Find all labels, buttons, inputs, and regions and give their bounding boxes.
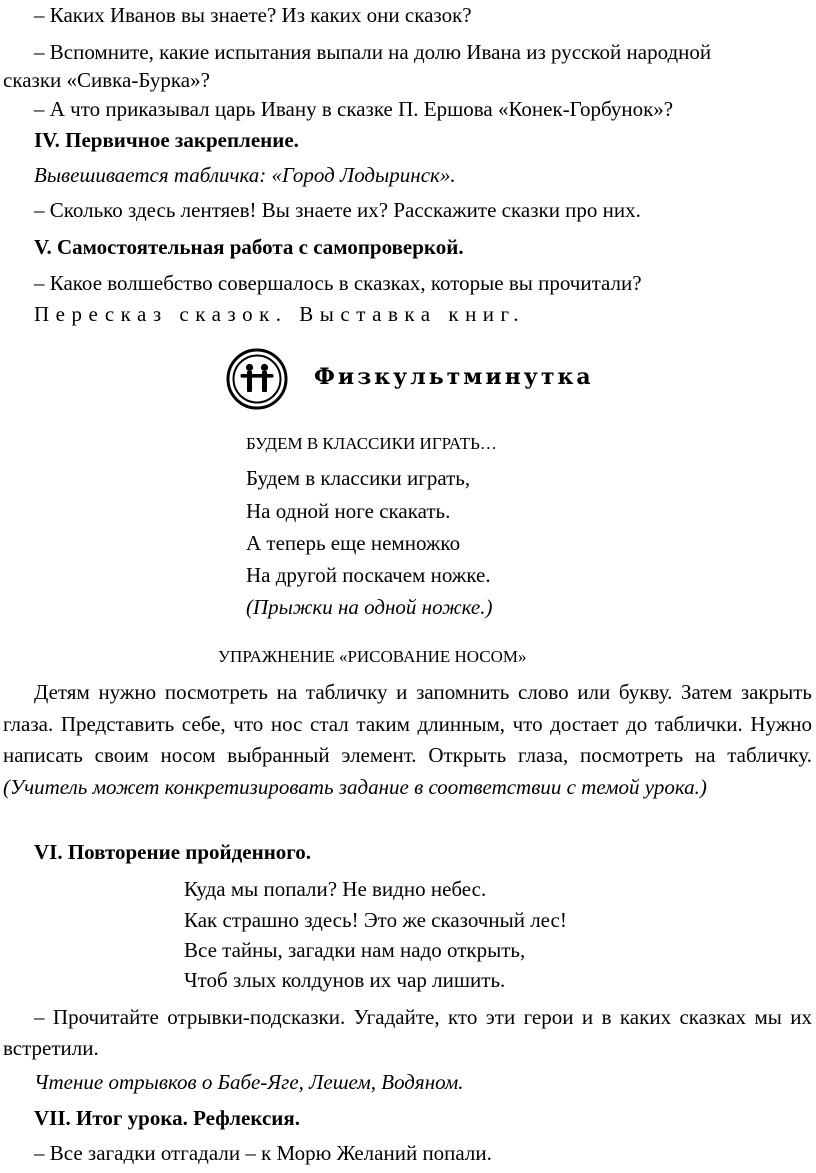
poem1-line3: А теперь еще немножко [246,531,461,555]
physical-exercise-icon [226,348,288,410]
question-tsar: – А что приказывал царь Ивану в сказке П. Ершова «Конек-Горбунок»? [34,97,674,121]
poem1-note: (Прыжки на одной ножке.) [246,595,493,619]
closing-line: – Все загадки отгадали – к Морю Желаний попали. [34,1141,492,1165]
exercise-note: (Учитель может конкретизировать задание в соответствии с темой урока.) [3,774,707,799]
question-lazy: – Сколько здесь лентяев! Вы знаете их? Расскажите сказки про них. [34,198,641,222]
read-excerpts-instruction: – Прочитайте отрывки-подсказки. Угадайте, кто эти герои и в каких сказках мы их встретили. [3,1005,812,1060]
retelling-note: Пересказ сказок. Выставка книг. [34,302,526,326]
poem1-line1: Будем в классики играть, [246,466,471,490]
physical-exercise-title: Физкультминутка [314,364,594,390]
section-heading-vii: VII. Итог урока. Рефлексия. [34,1106,300,1130]
excerpts-note: Чтение отрывков о Бабе-Яге, Лешем, Водяном. [34,1070,464,1094]
question-magic: – Какое волшебство совершалось в сказках, которые вы прочитали? [34,271,642,295]
game-title: БУДЕМ В КЛАССИКИ ИГРАТЬ… [246,434,497,453]
poem2-line3: Все тайны, загадки нам надо открыть, [184,938,526,962]
poem2-line2: Как страшно здесь! Это же сказочный лес! [184,908,567,932]
poem1-line2: На одной ноге скакать. [246,499,451,523]
sign-note: Вывешивается табличка: «Город Лодыринск». [34,163,456,187]
poem1-line4: На другой поскачем ножке. [246,563,491,587]
question-ivans: – Каких Иванов вы знаете? Из каких они сказок? [34,3,472,27]
question-trials-line2: сказки «Сивка-Бурка»? [3,68,210,92]
exercise-title: УПРАЖНЕНИЕ «РИСОВАНИЕ НОСОМ» [218,647,527,666]
exercise-text: Детям нужно посмотреть на табличку и запомнить слово или букву. Затем закрыть глаза. Представить себе, что нос стал таким длинным, что достает до таблички. Нужно написать своим носом выбранный элемент. Открыть глаза, посмотреть на табличку. [3,680,812,767]
exercise-paragraph [3,677,812,803]
poem2-line1: Куда мы попали? Не видно небес. [184,877,487,901]
poem2-line4: Чтоб злых колдунов их чар лишить. [184,968,506,992]
question-trials-line1: – Вспомните, какие испытания выпали на долю Ивана из русской народной [34,40,712,64]
section-heading-iv: IV. Первичное закрепление. [34,128,299,152]
section-heading-v: V. Самостоятельная работа с самопроверкой. [34,235,464,259]
section-heading-vi: VI. Повторение пройденного. [34,840,312,864]
